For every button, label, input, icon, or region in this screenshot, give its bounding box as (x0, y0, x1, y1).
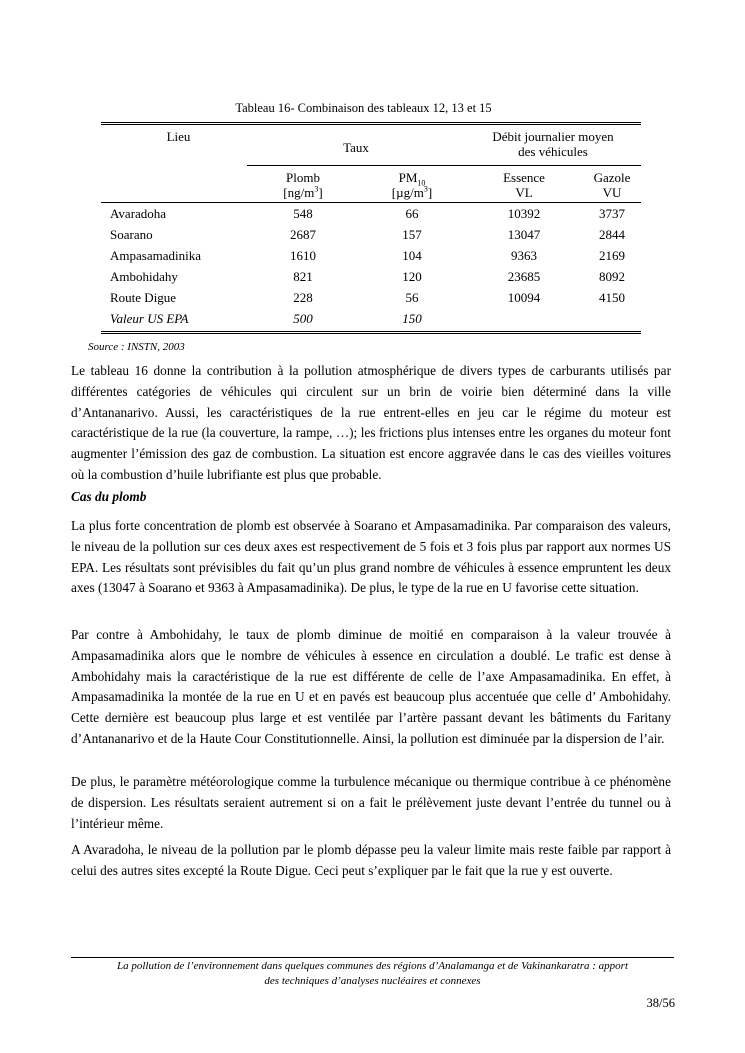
header-plomb: Plomb $[ng/m^3]$ (247, 166, 359, 203)
cell-plomb: 500 (247, 308, 359, 333)
table-caption: Tableau 16- Combinaison des tableaux 12, 13 et 15 (235, 101, 492, 115)
cell-gazole (583, 308, 641, 333)
paragraph-plomb-3: De plus, le paramètre météorologique comme la turbulence mécanique ou thermique contribue à ce phénomène de dispersion. Les résultats seraient autrement si on a fait le prélèvement juste devant l’entrée du tunnel ou à l’intérieur même. (71, 774, 671, 831)
cell-gazole: 2169 (599, 248, 625, 263)
cell-pm10: 120 (402, 269, 422, 284)
cell-lieu: Soarano (110, 227, 153, 242)
header-pm10: $PM_{10}$ $[\mu g/m^3]$ (359, 166, 465, 203)
cell-pm10: 157 (402, 227, 422, 242)
table-row (101, 224, 641, 245)
table-row (101, 287, 641, 308)
header-debit: Débit journalier moyen des véhicules (465, 124, 641, 166)
header-taux: Taux (247, 124, 465, 166)
header-gazole: Gazole VU (583, 166, 641, 203)
cell-essence: 10094 (507, 290, 541, 305)
cell-lieu: Avaradoha (110, 206, 167, 221)
cell-pm10: 150 (359, 308, 465, 333)
cell-essence: 10392 (507, 206, 541, 221)
paragraph-plomb-1: La plus forte concentration de plomb est observée à Soarano et Ampasamadinika. Par comparaison des valeurs, le niveau de la pollution sur ces deux axes est respectivement de 5 fois et 3 fois plus par rapport aux normes US EPA. Les résultats sont prévisibles du fait qu’un plus grand nombre de véhicules à essence empruntent les deux axes (13047 à Soarano et 9363 à Ampasamadinika). De plus, le type de la rue en U favorise cette situation. (71, 518, 671, 596)
cell-lieu: Ambohidahy (110, 269, 178, 284)
table-row (101, 203, 641, 225)
cell-gazole: 4150 (599, 290, 625, 305)
cell-plomb: 821 (293, 269, 313, 284)
cell-plomb: 2687 (290, 227, 316, 242)
paragraph-intro: Le tableau 16 donne la contribution à la pollution atmosphérique de divers types de carburants utilisés par différentes catégories de véhicules qui circulent sur un brin de voirie bien déterminé dans la ville d’Antananarivo. Aussi, les caractéristiques de la rue entrent-elles en jeu car le régime du moteur est caractéristique de la rue (la couverture, la rampe, …); les frictions plus intenses entre les organes du moteur font augmenter l’émission des gaz de combustion. La situation est encore aggravée dans le cas des vieilles voitures où la combustion d’huile lubrifiante est plus que probable. (71, 363, 671, 482)
header-essence: Essence VL (465, 166, 583, 203)
cell-essence: 13047 (507, 227, 541, 242)
cell-plomb: 228 (293, 290, 313, 305)
cell-lieu: Ampasamadinika (110, 248, 201, 263)
cell-essence: 23685 (507, 269, 541, 284)
page-footer (71, 959, 674, 989)
header-lieu: Lieu (101, 124, 247, 203)
cell-lieu: Valeur US EPA (101, 308, 247, 333)
cell-essence: 9363 (511, 248, 537, 263)
table-row (101, 266, 641, 287)
cell-pm10: 66 (405, 206, 419, 221)
table-row (101, 245, 641, 266)
page-number: 38/56 (646, 996, 675, 1010)
cell-essence (465, 308, 583, 333)
cell-pm10: 104 (402, 248, 422, 263)
cell-pm10: 56 (405, 290, 419, 305)
table-row-reference (101, 308, 641, 333)
table-source: Source : INSTN, 2003 (88, 341, 185, 353)
cell-gazole: 2844 (599, 227, 625, 242)
cell-gazole: 3737 (599, 206, 625, 221)
footer-line-2: des techniques d’analyses nucléaires et connexes (264, 975, 481, 987)
cell-plomb: 548 (293, 206, 313, 221)
footer-line-1: La pollution de l’environnement dans quelques communes des régions d’Analamanga et de Vakinankaratra : apport (116, 960, 629, 972)
cell-gazole: 8092 (599, 269, 625, 284)
paragraph-plomb-4: A Avaradoha, le niveau de la pollution par le plomb dépasse peu la valeur limite mais reste faible par rapport à celui des autres sites excepté la Route Digue. Ceci peut s’expliquer par le fait que la rue y est ouverte. (71, 842, 671, 878)
paragraph-plomb-2: Par contre à Ambohidahy, le taux de plomb diminue de moitié en comparaison à la valeur trouvée à Ampasamadinika alors que le nombre de véhicules à essence en circulation a doublé. Le trafic est dense à Ambohidahy mais la caractéristique de la rue est différente de celle de l’axe Ampasamadinika. En effet, à Ampasamadinika la montée de la rue en U et en pavés est beaucoup plus accentuée que celle d’ Ambohidahy. Cette dernière est beaucoup plus large et est ventilée par l’artère passant devant les bâtiments du Faritany d’Antananarivo et de la Haute Cour Constitutionnelle. Ainsi, la pollution est diminuée par la dispersion de l’air. (71, 627, 671, 746)
data-table (101, 122, 641, 334)
section-heading: Cas du plomb (71, 489, 147, 504)
footer-divider (71, 957, 674, 958)
cell-lieu: Route Digue (110, 290, 177, 305)
cell-plomb: 1610 (290, 248, 316, 263)
